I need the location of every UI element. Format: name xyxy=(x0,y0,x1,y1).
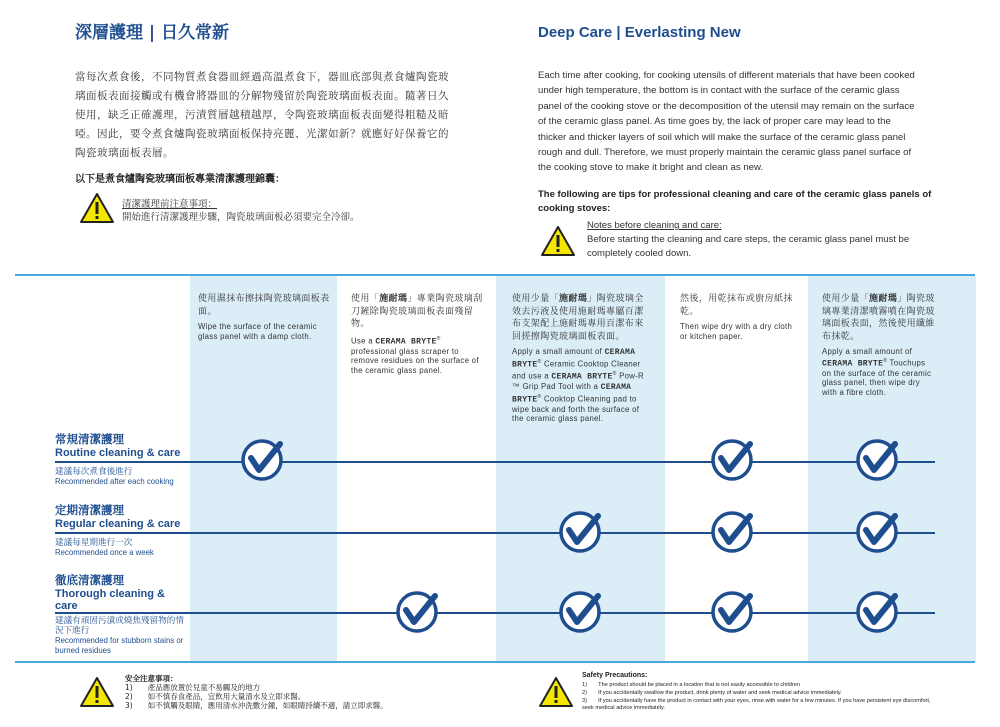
check-icon xyxy=(855,510,899,554)
row-thorough-title-en: Thorough cleaning & care xyxy=(55,588,165,612)
step-5-zh: 使用少量「施耐瑪」陶瓷玻璃專業清潔噴霧噴在陶瓷玻璃面板表面，然後使用纖維布抹乾。 xyxy=(822,294,935,342)
check-icon xyxy=(710,590,754,634)
check-icon xyxy=(558,590,602,634)
check-icon xyxy=(395,590,439,634)
row-routine-title-en: Routine cleaning & care xyxy=(55,447,181,459)
check-icon xyxy=(855,438,899,482)
check-icon xyxy=(240,438,284,482)
page-title-en: Deep Care | Everlasting New xyxy=(538,24,741,41)
safety-zh: 安全注意事項： 1) 產品應放置於兒童不易觸及的地方 2) 如不慎吞食產品，宜飲用大量清水及立即求醫。 3) 如不慎觸及眼睛，應用清水沖洗數分鐘，如眼睛持續不適，請立即求醫。 xyxy=(125,674,388,710)
note-heading-zh: 清潔護理前注意事項： xyxy=(122,199,218,210)
row-regular-sub: 建議每星期進行一次 Recommended once a week xyxy=(55,538,154,557)
step-2-en: Use a CERAMA BRYTE® professional glass scraper to remove residues on the surface of the ceramic glass panel. xyxy=(351,335,479,375)
tips-heading-zh: 以下是煮食爐陶瓷玻璃面板專業清潔護理錦囊： xyxy=(75,174,285,185)
tips-heading-en: The following are tips for professional cleaning and care of the ceramic glass panels of cooking stoves: xyxy=(538,189,932,214)
safety-en: Safety Precautions: 1) The product should be placed in a location that is not easily accessible to children 2) If you accidentally swallow the product, drink plenty of water and seek medical advice immediately. 3) If you accidentally have the product in contact with your eyes, rinse with water for a few minutes. If you have persistent eye discomfort, seek medical advice immediately. xyxy=(582,672,931,711)
step-3 xyxy=(512,293,652,424)
check-icon xyxy=(710,510,754,554)
step-2 xyxy=(351,293,488,375)
step-1-zh: 使用濕抹布擦抹陶瓷玻璃面板表面。 xyxy=(198,294,330,317)
step-4-en: Then wipe dry with a dry cloth or kitchen paper. xyxy=(680,322,793,341)
step-2-zh: 使用「施耐瑪」專業陶瓷玻璃刮刀鏟除陶瓷玻璃面板表面殘留物。 xyxy=(351,294,483,329)
step-5 xyxy=(822,293,936,398)
note-body-zh: 開始進行清潔護理步驟，陶瓷玻璃面板必須要完全冷卻。 xyxy=(122,212,360,223)
row-thorough-title-zh: 徹底清潔護理 xyxy=(55,573,124,587)
step-4 xyxy=(680,293,798,341)
table-bottom-rule xyxy=(15,661,975,663)
note-body-en: Before starting the cleaning and care steps, the ceramic glass panel must be completely cooled down. xyxy=(587,234,910,259)
table-top-rule xyxy=(15,274,975,276)
step-1 xyxy=(198,293,331,341)
check-icon xyxy=(855,590,899,634)
warning-icon xyxy=(79,192,115,224)
row-thorough-line xyxy=(55,612,935,614)
row-routine xyxy=(55,431,190,459)
step-4-zh: 然後，用乾抹布或廚房紙抹乾。 xyxy=(680,294,793,317)
row-regular xyxy=(55,502,190,530)
warning-icon xyxy=(538,676,574,708)
row-regular-title-zh: 定期清潔護理 xyxy=(55,503,124,517)
row-regular-line xyxy=(55,532,935,534)
warning-icon xyxy=(540,225,576,257)
row-routine-title-zh: 常規清潔護理 xyxy=(55,432,124,446)
row-regular-title-en: Regular cleaning & care xyxy=(55,518,181,530)
step-1-en: Wipe the surface of the ceramic glass panel with a damp cloth. xyxy=(198,322,317,341)
step-3-en: Apply a small amount of CERAMA BRYTE® Ceramic Cooktop Cleaner and use a CERAMA BRYTE® Pow-R ™ Grip Pad Tool with a CERAMA BRYTE® Cooktop Cleaning pad to wipe back and forth the surface of the ceramic glass panel. xyxy=(512,347,644,424)
row-routine-line xyxy=(55,461,935,463)
step-3-zh: 使用少量「施耐瑪」陶瓷玻璃全效去污液及使用施耐瑪專屬百潔布支架配上施耐瑪專用百潔布來回搓擦陶瓷玻璃面板表面。 xyxy=(512,294,644,342)
row-routine-sub: 建議每次煮食後進行 Recommended after each cooking xyxy=(55,467,174,486)
step-5-en: Apply a small amount of CERAMA BRYTE® Touchups on the surface of the ceramic glass panel, then wipe dry with a fibre cloth. xyxy=(822,347,932,397)
check-icon xyxy=(558,510,602,554)
row-thorough-sub: 建議有頑固污漬或燒焦殘留物的情況下進行 Recommended for stubborn stains or burned residues xyxy=(55,616,184,655)
intro-paragraph-zh: 當每次煮食後，不同物質煮食器皿經過高溫煮食下，器皿底部與煮食爐陶瓷玻璃面板表面接觸或有機會將器皿的分解物殘留於陶瓷玻璃面板表面。隨著日久使用，缺乏正確護理，污漬質層越積越厚，令陶瓷玻璃面板表面變得粗糙及暗啞。因此，要令煮食爐陶瓷玻璃面板保持亮麗、光潔如新？就應好好保養它的陶瓷玻璃面板表層。 xyxy=(75,71,449,159)
note-heading-en: Notes before cleaning and care: xyxy=(587,220,722,231)
page-title-zh: 深層護理 | 日久常新 xyxy=(75,23,230,43)
check-icon xyxy=(710,438,754,482)
warning-icon xyxy=(79,676,115,708)
intro-paragraph-en: Each time after cooking, for cooking utensils of different materials that have been cooked under high temperature, the bottom is in contact with the surface of the ceramic glass panel of the cooking stove or the decomposition of the utensil may remain on the surface of the ceramic glass panel. As time goes by, the lack of proper care may lead to the thicker and thicker layers of soil which will make the surface of the ceramic glass panel rough and dull. Therefore, we must properly maintain the ceramic glass panel surface of the cooking stove to make it bright and clean as new. xyxy=(538,70,915,174)
row-thorough xyxy=(55,572,190,612)
